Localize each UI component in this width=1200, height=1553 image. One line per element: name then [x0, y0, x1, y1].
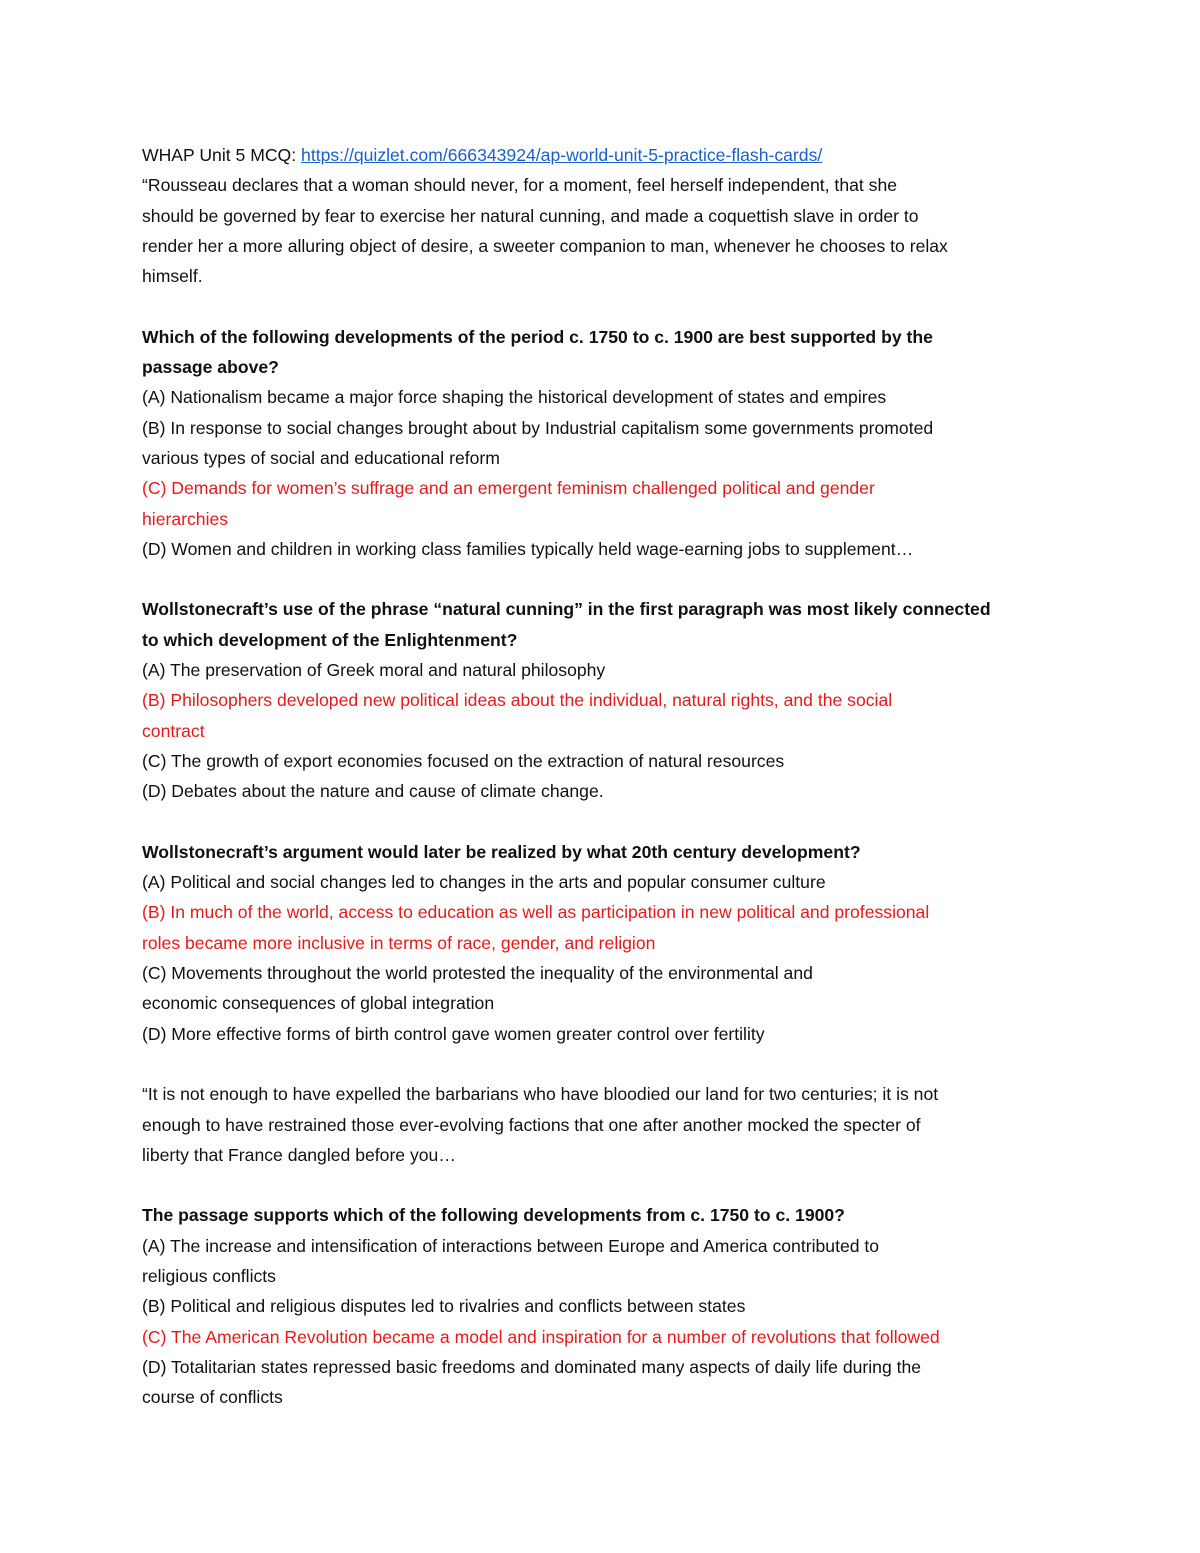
option-c-correct-continued: hierarchies [142, 508, 229, 529]
option-a: (A) Political and social changes led to changes in the arts and popular consumer culture [142, 872, 826, 893]
option-d: (D) Totalitarian states repressed basic freedoms and dominated many aspects of daily life during the [142, 1356, 922, 1377]
question-text: passage above? [142, 357, 279, 378]
option-b: (B) Political and religious disputes led to rivalries and conflicts between states [142, 1296, 746, 1317]
question-block-1 [142, 322, 1057, 564]
passage-line: should be governed by fear to exercise her natural cunning, and made a coquettish slave in order to [142, 205, 919, 226]
option-b-correct: (B) Philosophers developed new political ideas about the individual, natural rights, and the social [142, 690, 893, 711]
spacer [142, 807, 1057, 837]
option-b-correct-continued: contract [142, 720, 205, 741]
option-c-correct: (C) Demands for women’s suffrage and an emergent feminism challenged political and gender [142, 478, 875, 499]
question-text: Wollstonecraft’s use of the phrase “natural cunning” in the first paragraph was most likely connected [142, 599, 991, 620]
question-text: to which development of the Enlightenment? [142, 629, 518, 650]
spacer [142, 564, 1057, 594]
option-a: (A) Nationalism became a major force shaping the historical development of states and empires [142, 387, 887, 408]
option-c: (C) Movements throughout the world protested the inequality of the environmental and [142, 963, 813, 984]
option-d: (D) Debates about the nature and cause of climate change. [142, 781, 604, 802]
option-b-continued: various types of social and educational reform [142, 447, 500, 468]
option-c-correct: (C) The American Revolution became a model and inspiration for a number of revolutions that followed [142, 1326, 940, 1347]
spacer [142, 1049, 1057, 1079]
passage-line: render her a more alluring object of desire, a sweeter companion to man, whenever he chooses to relax [142, 235, 948, 256]
option-c-continued: economic consequences of global integration [142, 993, 495, 1014]
passage-rousseau [142, 170, 1057, 291]
passage-revolution [142, 1079, 1057, 1170]
quizlet-link[interactable]: https://quizlet.com/666343924/ap-world-unit-5-practice-flash-cards/ [301, 145, 823, 165]
option-a: (A) The preservation of Greek moral and natural philosophy [142, 660, 606, 681]
option-a: (A) The increase and intensification of interactions between Europe and America contributed to [142, 1235, 880, 1256]
passage-line: “Rousseau declares that a woman should never, for a moment, feel herself independent, that she [142, 175, 898, 196]
passage-line: liberty that France dangled before you… [142, 1144, 456, 1165]
question-text: Which of the following developments of the period c. 1750 to c. 1900 are best supported by the [142, 326, 933, 347]
spacer [142, 291, 1057, 321]
option-b-correct-continued: roles became more inclusive in terms of race, gender, and religion [142, 932, 656, 953]
option-b: (B) In response to social changes brought about by Industrial capitalism some governments promoted [142, 417, 934, 438]
question-block-3 [142, 837, 1057, 1049]
header-title: WHAP Unit 5 MCQ: [142, 145, 302, 165]
passage-line: enough to have restrained those ever-evolving factions that one after another mocked the specter of [142, 1114, 921, 1135]
option-d-continued: course of conflicts [142, 1387, 283, 1408]
document-page [142, 140, 1057, 1412]
option-d: (D) Women and children in working class families typically held wage-earning jobs to supplement… [142, 538, 914, 559]
option-c: (C) The growth of export economies focused on the extraction of natural resources [142, 750, 785, 771]
passage-line: himself. [142, 266, 203, 287]
spacer [142, 1170, 1057, 1200]
passage-line: “It is not enough to have expelled the barbarians who have bloodied our land for two centuries; it is not [142, 1084, 939, 1105]
option-d: (D) More effective forms of birth control gave women greater control over fertility [142, 1023, 765, 1044]
document-header [142, 140, 1057, 170]
question-block-4 [142, 1200, 1057, 1412]
option-a-continued: religious conflicts [142, 1265, 276, 1286]
question-text: Wollstonecraft’s argument would later be realized by what 20th century development? [142, 841, 861, 862]
option-b-correct: (B) In much of the world, access to education as well as participation in new political and professional [142, 902, 930, 923]
question-block-2 [142, 594, 1057, 806]
question-text: The passage supports which of the following developments from c. 1750 to c. 1900? [142, 1205, 845, 1226]
